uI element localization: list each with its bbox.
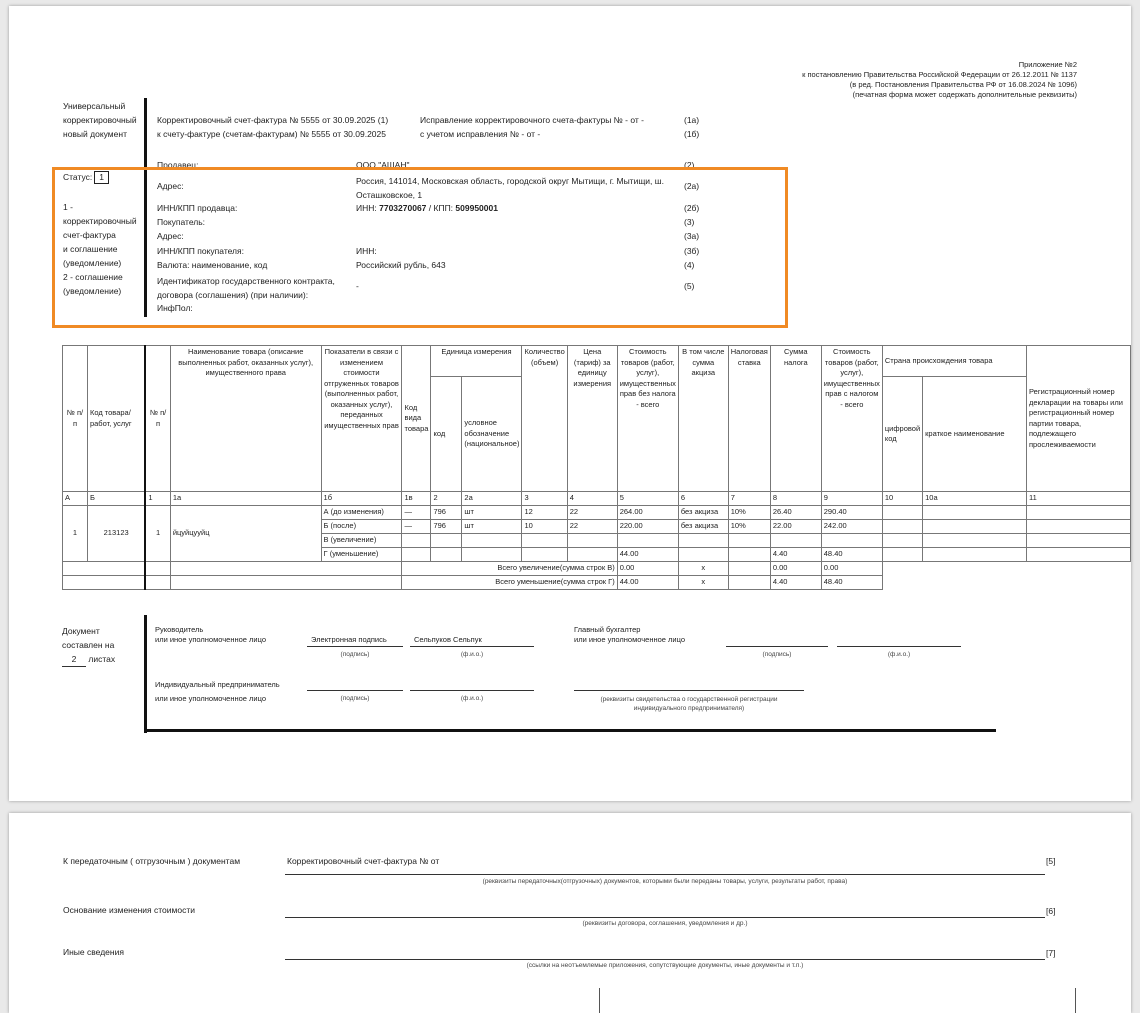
seller-kpp-value: 509950001: [455, 203, 498, 213]
th-unit-code: код: [431, 377, 462, 492]
seller-code: (2): [684, 160, 695, 170]
item-number-2: 1: [145, 506, 170, 562]
seller-address-code: (2а): [684, 181, 700, 191]
th-unit-name: условное обозначение (национальное): [462, 377, 522, 492]
status-legend: 1 - корректировочный счет-фактура и соглашение (уведомление) 2 - соглашение (уведомление): [63, 202, 137, 296]
pages-count: 2: [62, 652, 86, 667]
other-info-caption: (ссылки на неотъемлемые приложения, сопутствующие документы, иные документы и т.п.): [526, 962, 804, 969]
transfer-docs-caption: (реквизиты передаточных(отгрузочных) документов, которыми были переданы товары, услуги, результаты работ, права): [482, 878, 848, 885]
th-tax-rate: Налоговая ставка: [728, 346, 770, 492]
seller-inn-value: 7703270067: [379, 203, 427, 213]
signature-bottom-rule: [144, 729, 996, 732]
th-country-code: цифровой код: [882, 377, 922, 492]
buyer-address-label: Адрес:: [157, 231, 184, 241]
head-name: Сельпуков Сельпук: [414, 635, 482, 644]
document-page-1: [9, 6, 1131, 801]
item-code: 213123: [87, 506, 145, 562]
head-sign-caption: (подпись): [340, 651, 370, 658]
seller-address-value: Россия, 141014, Московская область, городской округ Мытищи, г. Мытищи, ш. Осташковское, 1: [356, 176, 664, 200]
currency-label: Валюта: наименование, код: [157, 260, 268, 270]
goods-table: [62, 345, 1131, 590]
accountant-label: Главный бухгалтер или иное уполномоченное лицо: [574, 625, 686, 644]
correction-line: Исправление корректировочного счета-фактуры № - от -: [420, 115, 644, 125]
transfer-docs-code: [5]: [1046, 856, 1056, 866]
entrepreneur-label: Индивидуальный предприниматель или иное уполномоченное лицо: [155, 680, 280, 703]
currency-value: Российский рубль, 643: [356, 260, 446, 270]
seller-inn-label: ИНН/КПП продавца:: [157, 203, 238, 213]
accountant-fio-caption: (ф.и.о.): [887, 651, 911, 658]
head-label: Руководитель или иное уполномоченное лицо: [155, 625, 267, 644]
table-row: Б (после) — 796 шт 10 22 220.00 без акциза 10% 22.00 242.00: [63, 520, 1131, 534]
signature-divider: [144, 615, 147, 733]
correction-reference: с учетом исправления № - от -: [420, 129, 541, 139]
head-fio-caption: (ф.и.о.): [460, 651, 484, 658]
seller-value: ООО "АШАН": [356, 160, 410, 170]
status-value: 1: [94, 171, 109, 184]
correction-reference-code: (1б): [684, 129, 700, 139]
seller-address-label: Адрес:: [157, 181, 184, 191]
entrepreneur-requisites-caption: (реквизиты свидетельства о государственной регистрации индивидуального предпринимателя): [600, 696, 778, 712]
appendix-line-3: (в ред. Постановления Правительства РФ от 16.08.2024 № 1096): [849, 80, 1077, 89]
th-tax-amount: Сумма налога: [770, 346, 821, 492]
page2-right-divider: [1075, 988, 1076, 1013]
total-decrease-row: Всего уменьшение(сумма строк Г) 44.00 х 4.40 48.40: [63, 576, 1131, 590]
th-country: Страна происхождения товара: [882, 346, 1026, 377]
basis-code: [6]: [1046, 906, 1056, 916]
th-unit: Единица измерения: [431, 346, 522, 377]
appendix-note: [677, 60, 1077, 100]
basis-label: Основание изменения стоимости: [63, 905, 195, 915]
table-row: В (увеличение): [63, 534, 1131, 548]
seller-inn-code: (2б): [684, 203, 700, 213]
other-info-code: [7]: [1046, 948, 1056, 958]
th-quantity: Количество (объем): [522, 346, 567, 492]
th-cost: Стоимость товаров (работ, услуг), имущественных прав без налога - всего: [617, 346, 678, 492]
currency-code: (4): [684, 260, 695, 270]
entrepreneur-fio-caption: (ф.и.о.): [460, 695, 484, 702]
other-info-label: Иные сведения: [63, 947, 124, 957]
head-signature: Электронная подпись: [311, 635, 387, 644]
correction-code: (1а): [684, 115, 700, 125]
infpol-label: ИнфПол:: [157, 303, 193, 313]
transfer-docs-label: К передаточным ( отгрузочным ) документам: [63, 856, 241, 866]
buyer-inn-code: (3б): [684, 246, 700, 256]
table-row: Г (уменьшение) 44.00 4.40 48.40: [63, 548, 1131, 562]
seller-inn-kpp: ИНН: 7703270067 / КПП: 509950001: [356, 203, 498, 213]
invoice-reference-line: к счету-фактуре (счетам-фактурам) № 5555 от 30.09.2025: [157, 129, 386, 139]
invoice-number-line: Корректировочный счет-фактура № 5555 от 30.09.2025 (1): [157, 115, 389, 125]
status-field: Статус: 1: [63, 171, 109, 184]
document-page-2: [9, 813, 1131, 1013]
th-total: Стоимость товаров (работ, услуг), имущественных прав с налогом - всего: [821, 346, 882, 492]
buyer-inn-label: ИНН/КПП покупателя:: [157, 246, 244, 256]
header-divider: [144, 98, 147, 317]
th-product-name: Наименование товара (описание выполненных работ, оказанных услуг), имущественного права: [170, 346, 321, 492]
contract-code: (5): [684, 281, 695, 291]
appendix-line-2: к постановлению Правительства Российской Федерации от 26.12.2011 № 1137: [802, 70, 1077, 79]
basis-caption: (реквизиты договора, соглашения, уведомления и др.): [582, 920, 748, 927]
th-product-code: Код товара/ работ, услуг: [87, 346, 145, 492]
buyer-label: Покупатель:: [157, 217, 206, 227]
total-increase-row: Всего увеличение(сумма строк В) 0.00 х 0.00 0.00: [63, 562, 1131, 576]
th-indicators: Показатели в связи с изменением стоимости отгруженных товаров (выполненных работ, оказанных услуг), переданных имущественных прав: [321, 346, 402, 492]
document-type-title: Универсальный корректировочный новый документ: [63, 101, 137, 139]
th-registration-number: Регистрационный номер декларации на товары или регистрационный номер партии товара, подлежащего прослеживаемости: [1026, 346, 1130, 492]
th-excise: В том числе сумма акциза: [678, 346, 728, 492]
page2-divider: [599, 988, 600, 1013]
th-row-number: № п/п: [63, 346, 88, 492]
th-row-number-2: № п/п: [145, 346, 170, 492]
table-row: 1 213123 1 йцуйцууйц А (до изменения) — 796 шт 12 22 264.00 без акциза 10% 26.40 290.40: [63, 506, 1131, 520]
th-price: Цена (тариф) за единицу измерения: [567, 346, 617, 492]
contract-value: -: [356, 281, 359, 291]
entrepreneur-sign-caption: (подпись): [340, 695, 370, 702]
item-number: 1: [63, 506, 88, 562]
buyer-inn-value: ИНН:: [356, 246, 377, 256]
appendix-line-1: Приложение №2: [1018, 60, 1077, 69]
accountant-sign-caption: (подпись): [762, 651, 792, 658]
column-numbers-row: А Б 1 1а 1б 1в 2 2а 3 4 5 6 7 8 9 10 10а 11: [63, 492, 1131, 506]
transfer-docs-value: Корректировочный счет-фактура № от: [287, 856, 440, 866]
item-name: йцуйцууйц: [170, 506, 321, 562]
th-country-name: краткое наименование: [923, 377, 1027, 492]
th-product-kind: Код вида товара: [402, 346, 431, 492]
buyer-code: (3): [684, 217, 695, 227]
appendix-line-4: (печатная форма может содержать дополнительные реквизиты): [852, 90, 1077, 99]
contract-label: Идентификатор государственного контракта, договора (соглашения) (при наличии):: [157, 276, 335, 300]
seller-label: Продавец:: [157, 160, 199, 170]
buyer-address-code: (3а): [684, 231, 700, 241]
pages-count-block: Документ составлен на 2 листах: [62, 624, 115, 667]
